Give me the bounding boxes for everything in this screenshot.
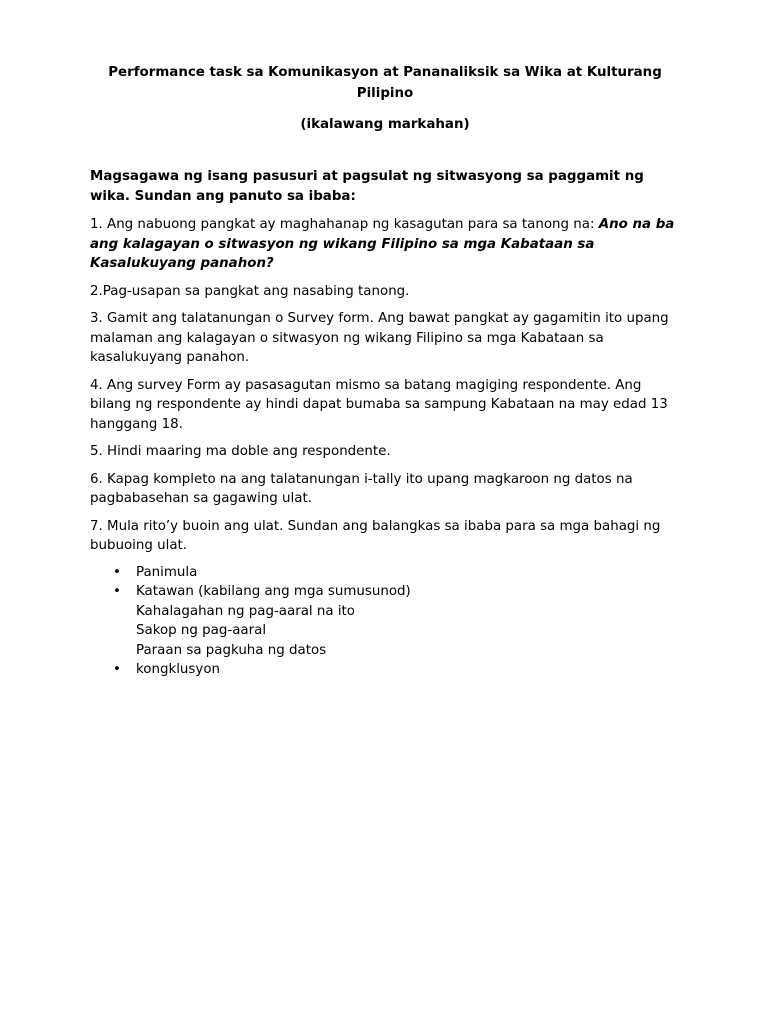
outline-subitem: Sakop ng pag-aaral <box>136 623 267 638</box>
intro-instruction: Magsagawa ng isang pasusuri at pagsulat ng sitwasyong sa paggamit ng wika. Sundan ang panuto sa ibaba: <box>90 169 644 204</box>
outline-item-label: kongklusyon <box>136 662 220 677</box>
document-page <box>90 62 680 680</box>
outline-item-panimula <box>90 563 680 583</box>
document-title: Performance task sa Komunikasyon at Pananaliksik sa Wika at Kulturang Pilipino <box>108 65 662 101</box>
bullet-icon: • <box>113 564 121 580</box>
instruction-item-1-text: 1. Ang nabuong pangkat ay maghahanap ng kasagutan para sa tanong na: <box>90 217 599 232</box>
instruction-item-4: 4. Ang survey Form ay pasasagutan mismo sa batang magiging respondente. Ang bilang ng respondente ay hindi dapat bumaba sa sampung Kabataan na may edad 13 hanggang 18. <box>90 377 668 432</box>
outline-subitem: Paraan sa pagkuha ng datos <box>136 642 327 658</box>
report-outline-list <box>90 563 680 680</box>
instruction-item-1 <box>90 215 680 274</box>
instruction-item-3: 3. Gamit ang talatanungan o Survey form. Ang bawat pangkat ay gagamitin ito upang malaman ang kalagayan o sitwasyon ng wikang Filipino sa mga Kabataan sa kasalukuyang panahon. <box>90 311 669 365</box>
outline-item-katawan <box>90 582 680 602</box>
bullet-icon: • <box>113 662 121 677</box>
instruction-item-1-question: Ano na ba ang kalagayan o sitwasyon ng wikang Filipino sa mga Kabataan sa Kasalukuyang panahon? <box>90 217 675 271</box>
instruction-item-7: 7. Mula rito’y buoin ang ulat. Sundan ang balangkas sa ibaba para sa mga bahagi ng bubuoing ulat. <box>90 518 661 553</box>
instruction-item-2: 2.Pag-usapan sa pangkat ang nasabing tanong. <box>90 283 410 299</box>
outline-item-label: Panimula <box>136 564 198 580</box>
outline-subitem: Kahalagahan ng pag-aaral na ito <box>136 603 356 619</box>
instruction-item-5: 5. Hindi maaring ma doble ang respondente. <box>90 444 391 459</box>
outline-item-kongklusyon <box>90 660 680 680</box>
instruction-item-6: 6. Kapag kompleto na ang talatanungan i-tally ito upang magkaroon ng datos na pagbabasehan sa gagawing ulat. <box>90 471 633 506</box>
document-subtitle: (ikalawang markahan) <box>300 117 470 132</box>
bullet-icon: • <box>113 584 121 599</box>
outline-item-label: Katawan (kabilang ang mga sumusunod) <box>136 584 411 599</box>
